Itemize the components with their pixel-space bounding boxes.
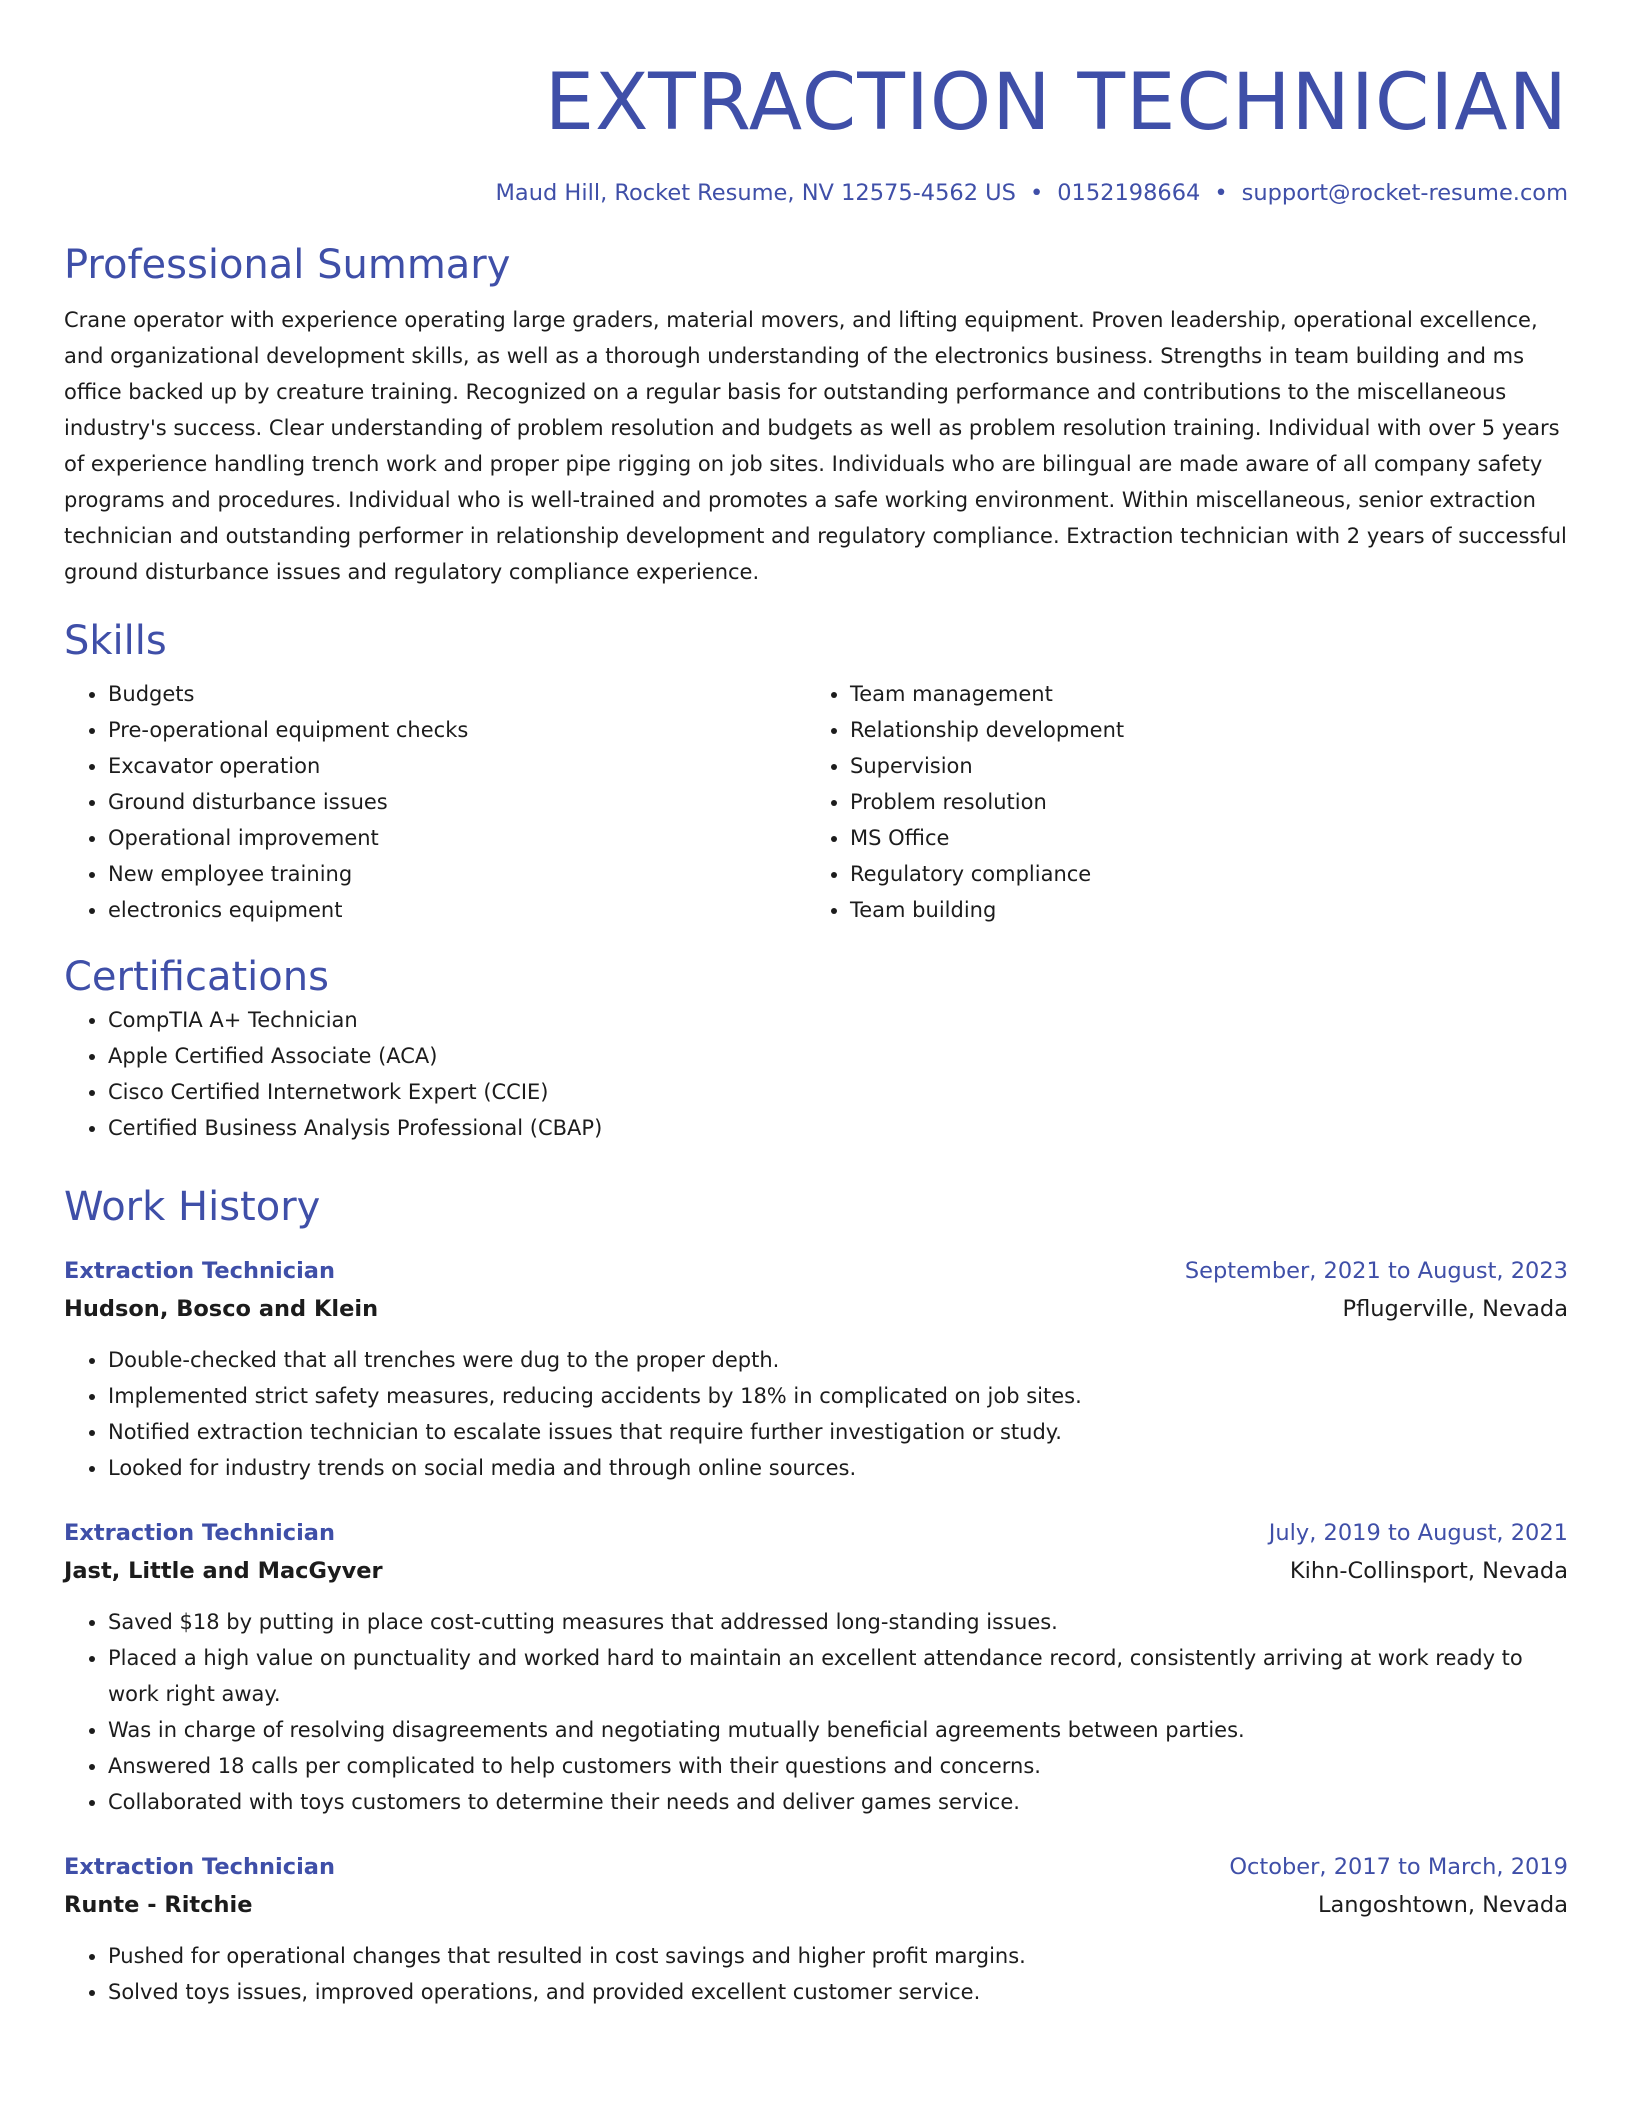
job-dates: October, 2017 to March, 2019 — [1229, 1854, 1568, 1880]
skill-item: • New employee training — [108, 856, 806, 892]
job-bullet: • Answered 18 calls per complicated to help customers with their questions and concerns. — [108, 1748, 1568, 1784]
job-bullet: • Solved toys issues, improved operations, and provided excellent customer service. — [108, 1974, 1568, 2010]
contact-phone: 0152198664 — [1057, 180, 1201, 206]
page-title: EXTRACTION TECHNICIAN — [544, 58, 1568, 148]
summary-text: Crane operator with experience operating large graders, material movers, and lifting equipment. Proven leadership, operational excellence, and organizational development skills, as well as a thorough understanding of the electronics business. Strengths in team building and ms office backed up by creature training. Recognized on a regular basis for outstanding performance and contributions to the miscellaneous industry's success. Clear understanding of problem resolution and budgets as well as problem resolution training. Individual with over 5 years of experience handling trench work and proper pipe rigging on job sites. Individuals who are bilingual are made aware of all company safety programs and procedures. Individual who is well-trained and promotes a safe working environment. Within miscellaneous, senior extraction technician and outstanding performer in relationship development and regulatory compliance. Extraction technician with 2 years of successful ground disturbance issues and regulatory compliance experience. — [64, 308, 1567, 584]
skills-columns — [64, 676, 1568, 928]
skill-item: • Relationship development — [850, 712, 1548, 748]
job-company: Hudson, Bosco and Klein — [64, 1296, 379, 1322]
job-entry — [64, 1514, 1568, 1820]
contact-separator: • — [1214, 180, 1228, 206]
job-bullet: • Was in charge of resolving disagreements and negotiating mutually beneficial agreements between parties. — [108, 1712, 1568, 1748]
job-bullet: • Collaborated with toys customers to determine their needs and deliver games service. — [108, 1784, 1568, 1820]
job-bullet: • Double-checked that all trenches were dug to the proper depth. — [108, 1342, 1568, 1378]
summary-heading: Professional Summary — [64, 242, 511, 288]
job-location: Kihn-Collinsport, Nevada — [1289, 1558, 1568, 1584]
skill-item: • MS Office — [850, 820, 1548, 856]
job-title: Extraction Technician — [64, 1854, 335, 1880]
resume-page — [64, 0, 1568, 2010]
job-header-row — [64, 1514, 1568, 1552]
skills-list-left — [64, 676, 806, 928]
skill-item: • Budgets — [108, 676, 806, 712]
job-company-row — [64, 1886, 1568, 1924]
job-bullets — [64, 1938, 1568, 2010]
work-history-heading: Work History — [64, 1184, 321, 1230]
skill-item: • Pre-operational equipment checks — [108, 712, 806, 748]
skill-item: • Supervision — [850, 748, 1548, 784]
job-dates: September, 2021 to August, 2023 — [1184, 1258, 1568, 1284]
job-bullet: • Pushed for operational changes that resulted in cost savings and higher profit margins. — [108, 1938, 1568, 1974]
skill-item: • Team building — [850, 892, 1548, 928]
contact-address: Maud Hill, Rocket Resume, NV 12575-4562 US — [495, 180, 1016, 206]
job-company-row — [64, 1290, 1568, 1328]
job-bullet: • Looked for industry trends on social media and through online sources. — [108, 1450, 1568, 1486]
skill-item: • Excavator operation — [108, 748, 806, 784]
skill-item: • Team management — [850, 676, 1548, 712]
job-header-row — [64, 1252, 1568, 1290]
skill-item: • Ground disturbance issues — [108, 784, 806, 820]
job-company-row — [64, 1552, 1568, 1590]
certification-item: • Certified Business Analysis Professional (CBAP) — [108, 1110, 1568, 1146]
job-bullet: • Saved $18 by putting in place cost-cutting measures that addressed long-standing issues. — [108, 1604, 1568, 1640]
skills-column-left — [64, 676, 806, 928]
job-location: Pflugerville, Nevada — [1342, 1296, 1568, 1322]
certification-item: • Apple Certified Associate (ACA) — [108, 1038, 1568, 1074]
skills-list-right — [806, 676, 1548, 928]
certifications-list — [64, 1002, 1568, 1146]
skill-item: • Operational improvement — [108, 820, 806, 856]
contact-separator: • — [1029, 180, 1044, 206]
certifications-heading: Certifications — [64, 954, 329, 1000]
job-bullet: • Placed a high value on punctuality and worked hard to maintain an excellent attendance record, consistently arriving at work ready to work right away. — [108, 1640, 1568, 1712]
job-bullets — [64, 1604, 1568, 1820]
job-title: Extraction Technician — [64, 1258, 335, 1284]
job-company: Runte - Ritchie — [64, 1892, 253, 1918]
contact-line — [64, 178, 1568, 208]
job-company: Jast, Little and MacGyver — [64, 1558, 383, 1584]
job-bullet: • Notified extraction technician to escalate issues that require further investigation or study. — [108, 1414, 1568, 1450]
skill-item: • Regulatory compliance — [850, 856, 1548, 892]
skill-item: • Problem resolution — [850, 784, 1548, 820]
job-entry — [64, 1252, 1568, 1486]
job-title: Extraction Technician — [64, 1520, 335, 1546]
job-location: Langoshtown, Nevada — [1317, 1892, 1568, 1918]
skills-column-right — [806, 676, 1548, 928]
job-header-row — [64, 1848, 1568, 1886]
contact-email[interactable]: support@rocket-resume.com — [1241, 180, 1568, 206]
certification-item: • Cisco Certified Internetwork Expert (CCIE) — [108, 1074, 1568, 1110]
job-bullets — [64, 1342, 1568, 1486]
job-entry — [64, 1848, 1568, 2010]
certification-item: • CompTIA A+ Technician — [108, 1002, 1568, 1038]
skills-heading: Skills — [64, 618, 167, 664]
skill-item: • electronics equipment — [108, 892, 806, 928]
job-bullet: • Implemented strict safety measures, reducing accidents by 18% in complicated on job sites. — [108, 1378, 1568, 1414]
job-dates: July, 2019 to August, 2021 — [1268, 1520, 1568, 1546]
